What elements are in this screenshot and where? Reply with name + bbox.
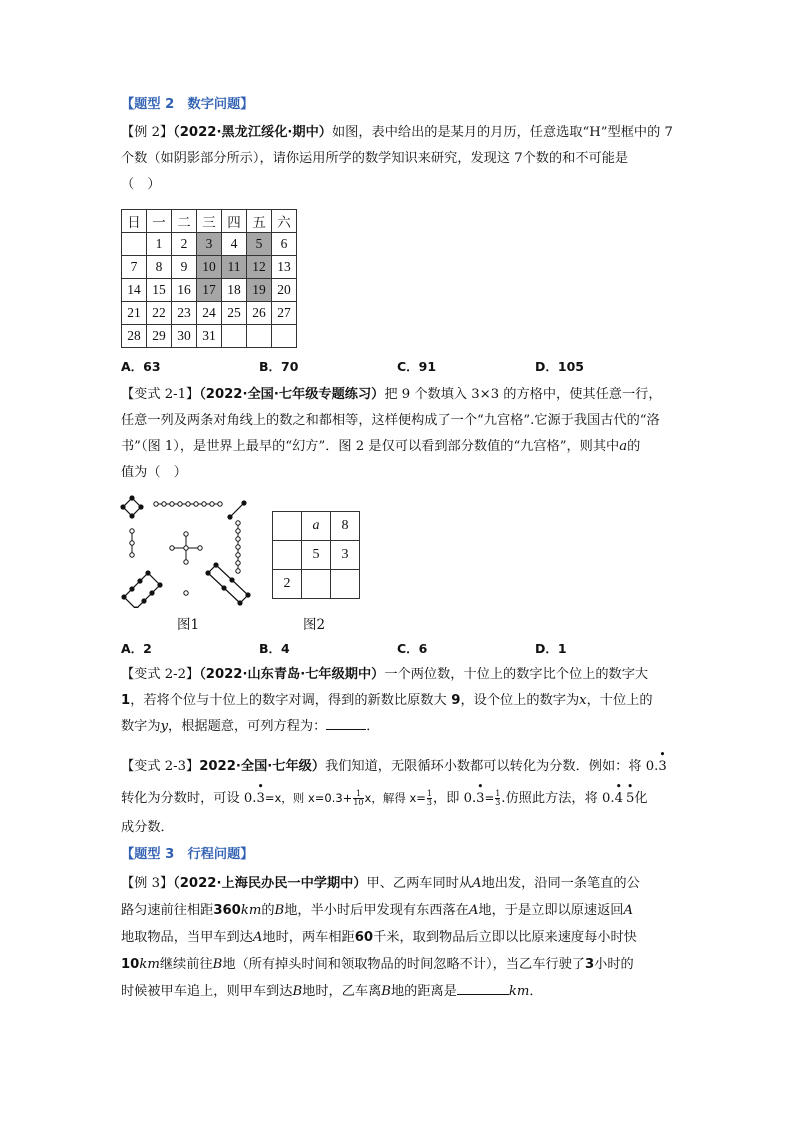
variant-2-2-line-2 xyxy=(121,691,653,711)
example-3-line-5 xyxy=(121,982,543,1002)
calendar-week-row xyxy=(122,256,297,279)
option-b[interactable]: B．70 xyxy=(259,359,299,374)
example-3-text-4a: 继续前往 xyxy=(159,957,213,972)
variant-2-3-text-2g: 化 xyxy=(634,791,648,806)
calendar-weekday: 六 xyxy=(272,210,297,233)
luoshu-figure xyxy=(118,493,253,608)
variant-2-2-text-3a: 数字为 xyxy=(121,719,161,734)
example-3-text-2d: 地，于是立即以原速返回 xyxy=(478,903,624,918)
luoshu-center-five xyxy=(170,532,202,564)
calendar-week-row xyxy=(122,233,297,256)
example-3-source: （2022·上海民办民一中学期中） xyxy=(173,876,367,891)
repeating-digit-value: 5 xyxy=(625,791,635,806)
calendar-weekday: 三 xyxy=(197,210,222,233)
variable-a: a xyxy=(619,439,628,454)
fraction-numerator: 1 xyxy=(355,789,361,798)
unit-km: km xyxy=(240,903,262,918)
luoshu-bottom-one xyxy=(184,591,188,595)
calendar-day-cell: 28 xyxy=(122,325,147,348)
calendar-day-cell: 12 xyxy=(247,256,272,279)
calendar-day-cell: 23 xyxy=(172,302,197,325)
example-2-tag: 【例 2】 xyxy=(121,125,174,140)
calendar-weekday: 五 xyxy=(247,210,272,233)
variant-2-3-text-2e: = xyxy=(484,791,495,805)
example-2-source: （2022·黑龙江绥化·期中） xyxy=(173,125,332,140)
variant-2-2-text-2d: ，设个位上的数字为 xyxy=(460,693,580,708)
example-3-text-5d: ． xyxy=(529,984,543,999)
example-2-line-2: 个数（如阴影部分所示），请你运用所学的数学知识来研究，发现这 7个数的和不可能是 xyxy=(121,151,629,166)
variant-2-1-text-1: 把 9 个数填入 3×3 的方格中，使其任意一行， xyxy=(384,387,662,402)
variant-2-3-text-2a: 转化为分数时，可设 0. xyxy=(121,791,257,806)
variant-2-3-line-3: 成分数． xyxy=(121,820,174,835)
variable-y: y xyxy=(160,719,169,734)
luoshu-bottom-right-six xyxy=(205,562,250,605)
point-a: A xyxy=(472,876,482,891)
example-3-text-5b: 地时，乙车离 xyxy=(302,984,382,999)
variant-2-1-source: （2022·全国·七年级专题练习） xyxy=(199,387,385,402)
example-3-text-1: 甲、乙两车同时从 xyxy=(366,876,473,891)
luoshu-top-nine xyxy=(154,502,222,506)
example-3-line-4 xyxy=(121,955,634,975)
repeating-digit-value: 3 xyxy=(256,791,265,806)
fraction-one-tenth xyxy=(353,790,363,807)
magic-square-row xyxy=(273,512,360,541)
point-a: A xyxy=(623,903,633,918)
calendar-day-cell: 16 xyxy=(172,279,197,302)
example-3-line-3 xyxy=(121,928,637,948)
calendar-day-cell: 8 xyxy=(147,256,172,279)
example-3-tag: 【例 3】 xyxy=(121,876,174,891)
calendar-day-cell: 30 xyxy=(172,325,197,348)
magic-square-cell: 8 xyxy=(331,512,360,541)
calendar-day-cell xyxy=(247,325,272,348)
point-a: A xyxy=(468,903,479,918)
fraction-numerator: 1 xyxy=(426,789,433,798)
variant-2-1-line-4: 值为（ ） xyxy=(121,465,187,480)
example-3-text-2c: 地，半小时后甲发现有东西落在 xyxy=(284,903,469,918)
figure-1-caption: 图1 xyxy=(177,617,200,633)
calendar-day-cell: 6 xyxy=(272,233,297,256)
calendar-day-cell: 4 xyxy=(222,233,247,256)
point-b: B xyxy=(292,984,303,999)
example-3-text-4c: 小时的 xyxy=(594,957,634,972)
answer-blank[interactable] xyxy=(326,717,366,730)
variant-2-3-source: 2022·全国·七年级） xyxy=(199,759,326,774)
example-3-text-3a: 地取物品，当甲车到达 xyxy=(121,930,253,945)
fraction-one-third xyxy=(495,790,500,807)
variant-2-3-tag: 【变式 2-3】 xyxy=(121,759,200,774)
calendar-weekday: 四 xyxy=(222,210,247,233)
variant-2-1-line-1 xyxy=(121,385,662,405)
variant-2-2-line-3 xyxy=(121,717,379,737)
repeating-digit-value: 3 xyxy=(476,791,485,806)
example-2-line-3: （ ） xyxy=(121,177,161,192)
variant-2-1-text-3b: 的 xyxy=(627,439,641,454)
calendar-day-cell: 5 xyxy=(247,233,272,256)
luoshu-top-right-two xyxy=(227,500,246,519)
variant-2-3-text-2d: ，即 0. xyxy=(433,791,477,806)
calendar-day-cell: 17 xyxy=(197,279,222,302)
variant-2-3-line-2 xyxy=(121,780,648,809)
variant-2-2-text-2b: ，若将个位与十位上的数字对调，得到的新数比原数大 xyxy=(130,693,447,708)
option-d[interactable]: D．105 xyxy=(535,359,584,374)
fraction-numerator: 1 xyxy=(495,789,501,798)
calendar-week-row xyxy=(122,279,297,302)
repeating-digit: • 3 xyxy=(658,748,667,774)
calendar-weekday: 二 xyxy=(172,210,197,233)
magic-square-cell: a xyxy=(302,512,331,541)
variant-2-3-text-2b: =x，则 x=0.3+ xyxy=(264,791,353,805)
variant-2-1-line-3 xyxy=(121,437,640,457)
point-b: B xyxy=(274,903,285,918)
example-3-text-5c: 地的距离是 xyxy=(390,984,457,999)
variant-2-2-source: （2022·山东青岛·七年级期中） xyxy=(199,667,385,682)
option-c[interactable]: C．91 xyxy=(397,359,437,374)
figure-2-caption: 图2 xyxy=(303,617,326,633)
example-3-text-4b: 地（所有掉头时间和领取物品的时间忽略不计），当乙车行驶了 xyxy=(222,957,585,972)
example-3-text-2a: 路匀速前往相距 xyxy=(121,903,214,918)
luoshu-right-seven xyxy=(236,521,240,573)
calendar-weekday: 日 xyxy=(122,210,147,233)
calendar-day-cell xyxy=(222,325,247,348)
calendar-week-row xyxy=(122,302,297,325)
variant-2-3-text-1: 我们知道，无限循环小数都可以转化为分数．例如：将 0. xyxy=(325,759,659,774)
option-c[interactable]: C．6 xyxy=(397,641,428,656)
magic-square-cell xyxy=(273,512,302,541)
option-a[interactable]: A．2 xyxy=(121,641,152,656)
calendar-day-cell: 27 xyxy=(272,302,297,325)
calendar-day-cell: 9 xyxy=(172,256,197,279)
option-b[interactable]: B．4 xyxy=(259,641,290,656)
variant-2-2-text-1: 一个两位数，十位上的数字比个位上的数字大 xyxy=(384,667,649,682)
calendar-day-cell xyxy=(122,233,147,256)
variant-2-2-tag: 【变式 2-2】 xyxy=(121,667,200,682)
variant-2-1-text-3a: 书”（图 1），是世界上最早的“幻方”．图 2 是仅可以看到部分数值的“九宫格”，则其中 xyxy=(121,439,620,454)
calendar-weekday: 一 xyxy=(147,210,172,233)
calendar-day-cell: 31 xyxy=(197,325,222,348)
point-b: B xyxy=(381,984,391,999)
calendar-week-row xyxy=(122,325,297,348)
repeating-digit: • 5 xyxy=(625,780,635,806)
example-3-text-5a: 时候被甲车追上，则甲车到达 xyxy=(121,984,293,999)
number-9: 9 xyxy=(446,693,461,708)
fraction-one-third xyxy=(427,790,432,807)
magic-square-row xyxy=(273,541,360,570)
example-3-text-3c: 千米，取到物品后立即以比原来速度每小时快 xyxy=(373,930,637,945)
point-b: B xyxy=(212,957,223,972)
gap-value: 60 xyxy=(354,930,374,945)
calendar-day-cell: 22 xyxy=(147,302,172,325)
example-3-line-2 xyxy=(121,901,633,921)
calendar-day-cell: 19 xyxy=(247,279,272,302)
calendar-day-cell: 20 xyxy=(272,279,297,302)
repeating-digit: • 3 xyxy=(476,780,485,806)
calendar-day-cell: 24 xyxy=(197,302,222,325)
example-2-text-1: 如图，表中给出的是某月的月历，任意选取“H”型框中的 7 xyxy=(331,125,673,140)
repeating-digit: • 3 xyxy=(256,780,265,806)
fraction-denominator: 3 xyxy=(495,798,501,807)
example-3-text-3b: 地时，两车相距 xyxy=(262,930,355,945)
variant-2-2-line-1 xyxy=(121,665,648,685)
calendar-day-cell: 10 xyxy=(197,256,222,279)
example-2-line-1 xyxy=(121,123,673,143)
luoshu-left-three xyxy=(130,529,134,557)
calendar-table xyxy=(121,209,297,348)
magic-square-row xyxy=(273,570,360,599)
unit-km: km xyxy=(508,984,530,999)
magic-square-cell xyxy=(273,541,302,570)
point-a: A xyxy=(252,930,263,945)
option-d[interactable]: D．1 xyxy=(535,641,567,656)
variant-2-1-tag: 【变式 2-1】 xyxy=(121,387,200,402)
calendar-day-cell: 7 xyxy=(122,256,147,279)
calendar-day-cell: 2 xyxy=(172,233,197,256)
calendar-day-cell: 25 xyxy=(222,302,247,325)
variant-2-2-text-3b: ，根据题意，可列方程为： xyxy=(168,719,327,734)
variant-2-2-text-3c: ． xyxy=(366,719,380,734)
section-title-2: 【题型 2 数字问题】 xyxy=(121,97,254,112)
example-3-line-1 xyxy=(121,874,640,894)
calendar-day-cell: 1 xyxy=(147,233,172,256)
calendar-day-cell: 29 xyxy=(147,325,172,348)
variant-2-3-text-2f: .仿照此方法，将 0. xyxy=(501,791,615,806)
calendar-day-cell: 3 xyxy=(197,233,222,256)
fraction-denominator: 3 xyxy=(426,798,433,807)
calendar-header-row xyxy=(122,210,297,233)
magic-square-grid xyxy=(272,511,360,599)
calendar-day-cell: 21 xyxy=(122,302,147,325)
number-1: 1 xyxy=(121,693,131,708)
variant-2-3-line-1 xyxy=(121,748,667,777)
calendar-day-cell: 18 xyxy=(222,279,247,302)
calendar-day-cell: 13 xyxy=(272,256,297,279)
magic-square-cell xyxy=(331,570,360,599)
magic-square-cell: 3 xyxy=(331,541,360,570)
magic-square-cell xyxy=(302,570,331,599)
example-3-text-1b: 地出发，沿同一条笔直的公 xyxy=(481,876,640,891)
hours-value: 3 xyxy=(584,957,595,972)
example-3-text-2b: 的 xyxy=(261,903,275,918)
section-title-3: 【题型 3 行程问题】 xyxy=(121,847,254,862)
luoshu-top-left-group xyxy=(120,495,143,518)
repeating-digit: • 4 xyxy=(614,780,623,806)
answer-blank[interactable] xyxy=(457,982,509,995)
variant-2-3-text-2c: x，解得 x= xyxy=(364,791,426,805)
unit-km: km xyxy=(139,957,160,972)
repeating-digit-value: 3 xyxy=(658,759,667,774)
example-2-options xyxy=(121,357,681,377)
variant-2-1-line-2: 任意一列及两条对角线上的数之和都相等，这样便构成了一个“九宫格”.它源于我国古代的“洛 xyxy=(121,413,660,428)
fraction-denominator: 10 xyxy=(353,798,364,807)
distance-value: 360 xyxy=(213,903,241,918)
variant-2-2-text-2e: ，十位上的 xyxy=(586,693,653,708)
luoshu-bottom-left-eight xyxy=(121,570,162,608)
calendar-day-cell: 15 xyxy=(147,279,172,302)
speed-increase-value: 10 xyxy=(121,957,140,972)
calendar-day-cell: 26 xyxy=(247,302,272,325)
variant-2-1-options xyxy=(121,639,681,659)
variable-x: x xyxy=(579,693,587,708)
option-a[interactable]: A．63 xyxy=(121,359,161,374)
repeating-digit-value: 4 xyxy=(614,791,623,806)
magic-square-cell: 5 xyxy=(302,541,331,570)
magic-square-cell: 2 xyxy=(273,570,302,599)
calendar-day-cell: 14 xyxy=(122,279,147,302)
calendar-day-cell: 11 xyxy=(222,256,247,279)
calendar-day-cell xyxy=(272,325,297,348)
